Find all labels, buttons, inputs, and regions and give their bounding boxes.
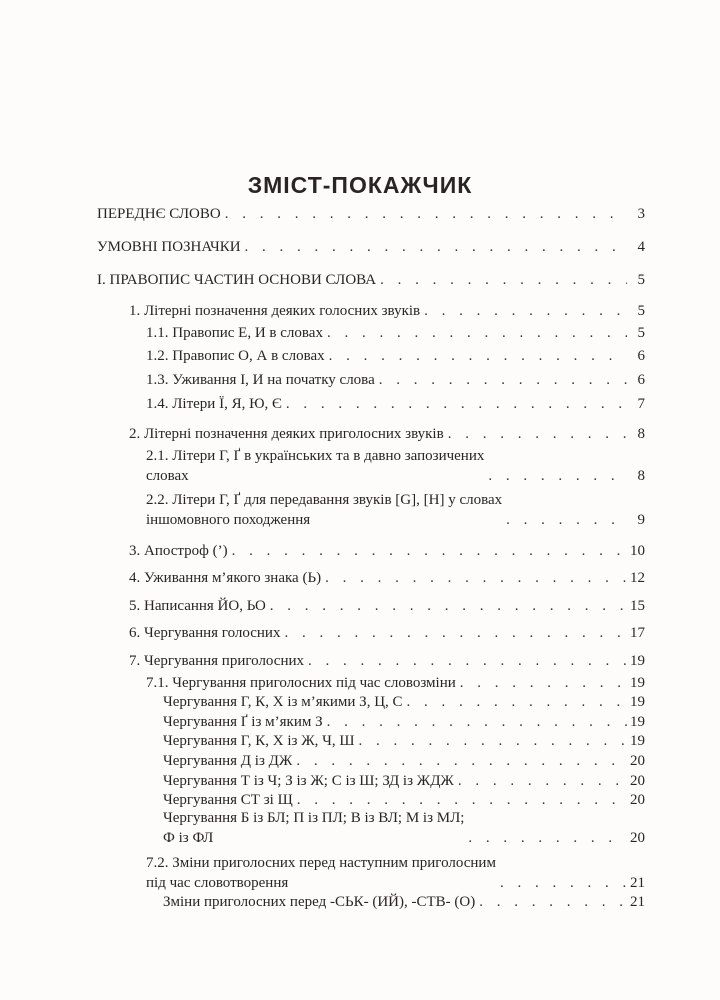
toc-page: 4	[637, 239, 645, 255]
toc-entry-foreword[interactable]	[97, 204, 645, 224]
toc-entry-6[interactable]	[129, 623, 645, 643]
toc-entry-1-4[interactable]	[146, 394, 645, 414]
toc-entry-7-1-g[interactable]	[163, 808, 645, 848]
toc-page: 10	[630, 543, 645, 559]
toc-entry-1-3[interactable]	[146, 370, 645, 390]
toc-entry-2-1[interactable]	[146, 446, 645, 486]
toc-entry-symbols[interactable]	[97, 237, 645, 257]
toc-label-cont: словах	[146, 468, 189, 484]
toc-entry-3[interactable]	[129, 541, 645, 561]
toc-page: 20	[630, 830, 645, 846]
toc-entry-part1[interactable]	[97, 270, 645, 290]
toc-label: 1.1. Правопис Е, И в словах	[146, 325, 323, 341]
toc-page: 21	[630, 894, 645, 910]
toc-label: 7.2. Зміни приголосних перед наступним приголосним	[146, 855, 496, 871]
toc-entry-1-2[interactable]	[146, 346, 645, 366]
toc-page: 9	[637, 512, 645, 528]
toc-label: 2.1. Літери Г, Ґ в українських та в давно запозичених	[146, 448, 485, 464]
toc-page: 17	[630, 625, 645, 641]
toc-page: 5	[637, 325, 645, 341]
toc-label: 2.2. Літери Г, Ґ для передавання звуків [G], [H] у словах	[146, 492, 503, 508]
toc-entry-4[interactable]	[129, 568, 645, 588]
toc-label: Чергування СТ зі Щ	[163, 792, 293, 808]
toc-label: Чергування Б із БЛ; П із ПЛ; В із ВЛ; М із МЛ;	[163, 810, 465, 826]
toc-entry-7-1-a[interactable]	[163, 692, 645, 712]
toc-page: 19	[630, 675, 645, 691]
toc-entry-2[interactable]	[129, 424, 645, 444]
toc-label: 1.4. Літери Ї, Я, Ю, Є	[146, 396, 282, 412]
toc-label: Чергування Ґ із м’яким З	[163, 714, 323, 730]
toc-label: 7.1. Чергування приголосних під час словозміни	[146, 675, 456, 691]
toc-label: 7. Чергування приголосних	[129, 653, 305, 669]
toc-page: 12	[630, 570, 645, 586]
toc-entry-7-1-f[interactable]	[163, 790, 645, 810]
toc-label: 1. Літерні позначення деяких голосних звуків	[129, 303, 421, 319]
toc-page: 21	[630, 875, 645, 891]
toc-entry-7-1-c[interactable]	[163, 731, 645, 751]
toc-entry-7[interactable]	[129, 651, 645, 671]
toc-entry-7-1[interactable]	[146, 673, 645, 693]
toc-page: 20	[630, 773, 645, 789]
toc-label: Чергування Г, К, Х із м’якими З, Ц, С	[163, 694, 403, 710]
toc-label: 1.3. Уживання І, И на початку слова	[146, 372, 375, 388]
toc-page: 8	[637, 468, 645, 484]
toc-label: 5. Написання ЙО, ЬО	[129, 598, 266, 614]
toc-page: 19	[630, 694, 645, 710]
toc-label: 4. Уживання м’якого знака (Ь)	[129, 570, 322, 586]
toc-page: 15	[630, 598, 645, 614]
toc-page: 20	[630, 753, 645, 769]
toc-entry-7-2-a[interactable]	[163, 892, 645, 912]
toc-entry-7-1-e[interactable]	[163, 771, 645, 791]
toc-label: Чергування Г, К, Х із Ж, Ч, Ш	[163, 733, 355, 749]
toc-label: Чергування Т із Ч; З із Ж; С із Ш; ЗД із ЖДЖ	[163, 773, 454, 789]
toc-entry-1-1[interactable]	[146, 323, 645, 343]
toc-label: 3. Апостроф (’)	[129, 543, 228, 559]
toc-label: Зміни приголосних перед -СЬК- (ИЙ), -СТВ- (О)	[163, 894, 476, 910]
toc-page: 19	[630, 733, 645, 749]
toc-page: 6	[637, 348, 645, 364]
toc-entry-1[interactable]	[129, 301, 645, 321]
toc-entry-7-1-d[interactable]	[163, 751, 645, 771]
toc-page: 20	[630, 792, 645, 808]
toc-page: 19	[630, 714, 645, 730]
toc-page: 5	[637, 303, 645, 319]
toc-page: 5	[637, 272, 645, 288]
toc-entry-5[interactable]	[129, 596, 645, 616]
toc-label-cont: Ф із ФЛ	[163, 830, 214, 846]
toc-label-cont: під час словотворення	[146, 875, 289, 891]
toc-page: 7	[637, 396, 645, 412]
toc-label: 6. Чергування голосних	[129, 625, 281, 641]
toc-page: 6	[637, 372, 645, 388]
page-title: ЗМІСТ-ПОКАЖЧИК	[247, 172, 473, 198]
toc-label: Чергування Д із ДЖ	[163, 753, 293, 769]
toc-label: І. ПРАВОПИС ЧАСТИН ОСНОВИ СЛОВА	[97, 272, 377, 288]
toc-label: 1.2. Правопис О, А в словах	[146, 348, 325, 364]
toc-page: 8	[637, 426, 645, 442]
toc-entry-2-2[interactable]	[146, 490, 645, 530]
toc-label-cont: іншомовного походження	[146, 512, 311, 528]
toc-label: УМОВНІ ПОЗНАЧКИ	[97, 239, 241, 255]
toc-entry-7-1-b[interactable]	[163, 712, 645, 732]
toc-entry-7-2[interactable]	[146, 853, 645, 893]
toc-page: 3	[637, 206, 645, 222]
toc-label: ПЕРЕДНЄ СЛОВО	[97, 206, 221, 222]
toc-page: 19	[630, 653, 645, 669]
toc-label: 2. Літерні позначення деяких приголосних звуків	[129, 426, 444, 442]
